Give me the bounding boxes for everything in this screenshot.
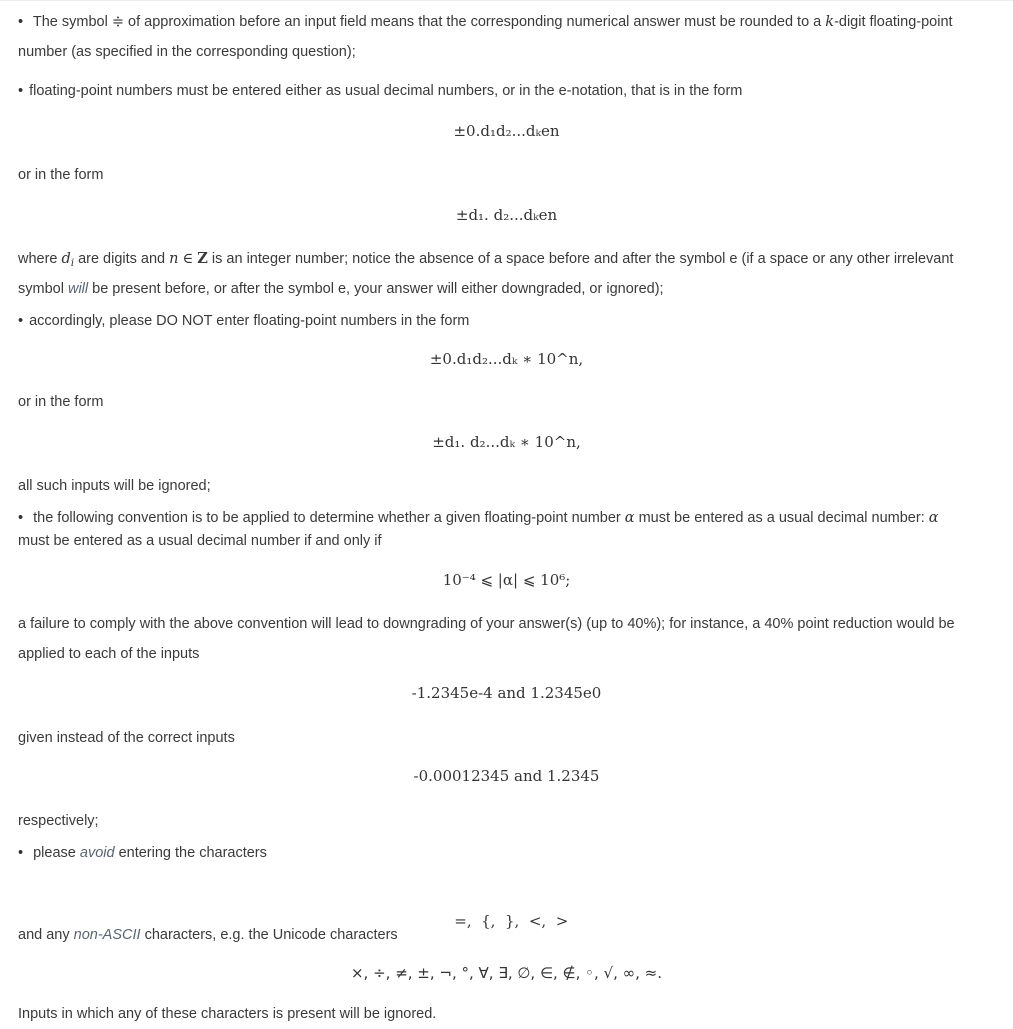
text: accordingly, please DO NOT enter floating-point numbers in the form: [29, 313, 470, 329]
top-divider: [0, 0, 1013, 1]
math-k: k: [825, 14, 835, 30]
formula-text: 10⁻⁴ ⩽ |α| ⩽ 10⁶;: [442, 571, 571, 589]
formula-text: ±0.d₁d₂...dₖen: [453, 122, 560, 140]
final-sentence: Inputs in which any of these characters is present will be ignored.: [18, 1006, 437, 1022]
text: must be entered as a usual decimal number:: [638, 510, 925, 526]
formula-bad-1: [0, 344, 1013, 374]
failure-paragraph-line1: a failure to comply with the above convention will lead to downgrading of your answer(s) (up to 40%); for instance, a 40% point reduction would be: [18, 616, 955, 632]
all-inputs-ignored: all such inputs will be ignored;: [18, 478, 211, 494]
math-di: $d_i$: [61, 251, 75, 269]
math-n: n: [169, 251, 179, 267]
text: be present before, or after the symbol e, your answer will either downgraded, or ignored);: [92, 281, 664, 297]
emphasis: will: [67, 281, 89, 297]
respectively: respectively;: [18, 813, 99, 829]
formula-text: ±d₁. d₂...dₖ ∗ 10^n,: [432, 433, 581, 451]
formula-text: ×, ÷, ≠, ±, ¬, °, ∀, ∃, ∅, ∈, ∉, ◦, √, ∞, ≈.: [350, 964, 663, 982]
failure-paragraph-line2: applied to each of the inputs: [18, 646, 200, 662]
text: are digits and: [78, 251, 166, 267]
emphasis: non-ASCII: [73, 927, 141, 943]
formula-text: =, {, }, <, >: [454, 912, 569, 930]
text: symbol: [18, 281, 64, 297]
given-instead: given instead of the correct inputs: [18, 730, 235, 746]
formula-unicode-chars: [0, 958, 1013, 988]
text: the following convention is to be applied to determine whether a given floating-point number: [33, 510, 621, 526]
text: is an integer number; notice the absence of a space before and after the symbol e (if a space or any other irrelevant: [211, 251, 954, 267]
text: please: [33, 845, 76, 861]
formula-text: -1.2345e-4 and 1.2345e0: [411, 684, 602, 702]
text: characters, e.g. the Unicode characters: [144, 927, 398, 943]
approx-symbol: ≑: [111, 14, 124, 30]
bullet-avoid-characters: [18, 838, 991, 868]
emphasis: avoid: [79, 845, 115, 861]
formula-range: [0, 565, 1013, 595]
bullet-convention-line2: must be entered as a usual decimal number if and only if: [18, 533, 382, 549]
text: floating-point numbers must be entered either as usual decimal numbers, or in the e-notation, that is in the form: [29, 83, 743, 99]
text: The symbol: [32, 14, 108, 30]
formula-text: -0.00012345 and 1.2345: [413, 767, 600, 785]
bullet-approximation-symbol: [18, 7, 991, 37]
text: -digit floating-point: [834, 14, 953, 30]
text: and any: [18, 927, 70, 943]
text: of approximation before an input field means that the corresponding numerical answer must be rounded to a: [128, 14, 822, 30]
or-in-the-form-1: or in the form: [18, 167, 104, 183]
formula-bad-2: [0, 427, 1013, 457]
formula-enotation-1: [0, 116, 1013, 146]
math-element-of: ∈: [182, 251, 194, 267]
bullet-do-not-enter: [18, 306, 991, 336]
math-alpha: α: [928, 510, 939, 526]
formula-enotation-2: [0, 200, 1013, 230]
bullet-approximation-line2: number (as specified in the corresponding question);: [18, 44, 356, 60]
math-integers: Z: [197, 250, 208, 267]
where-paragraph-line2: [18, 274, 991, 304]
math-alpha: α: [624, 510, 635, 526]
text: where: [18, 251, 58, 267]
text: entering the characters: [118, 845, 267, 861]
formula-wrong-inputs: [0, 678, 1013, 708]
bullet-floating-point-forms: [18, 76, 991, 106]
or-in-the-form-2: or in the form: [18, 394, 104, 410]
non-ascii-line: [18, 920, 991, 950]
formula-text: ±0.d₁d₂...dₖ ∗ 10^n,: [429, 350, 584, 368]
formula-text: ±d₁. d₂...dₖen: [455, 206, 558, 224]
formula-right-inputs: [0, 761, 1013, 791]
